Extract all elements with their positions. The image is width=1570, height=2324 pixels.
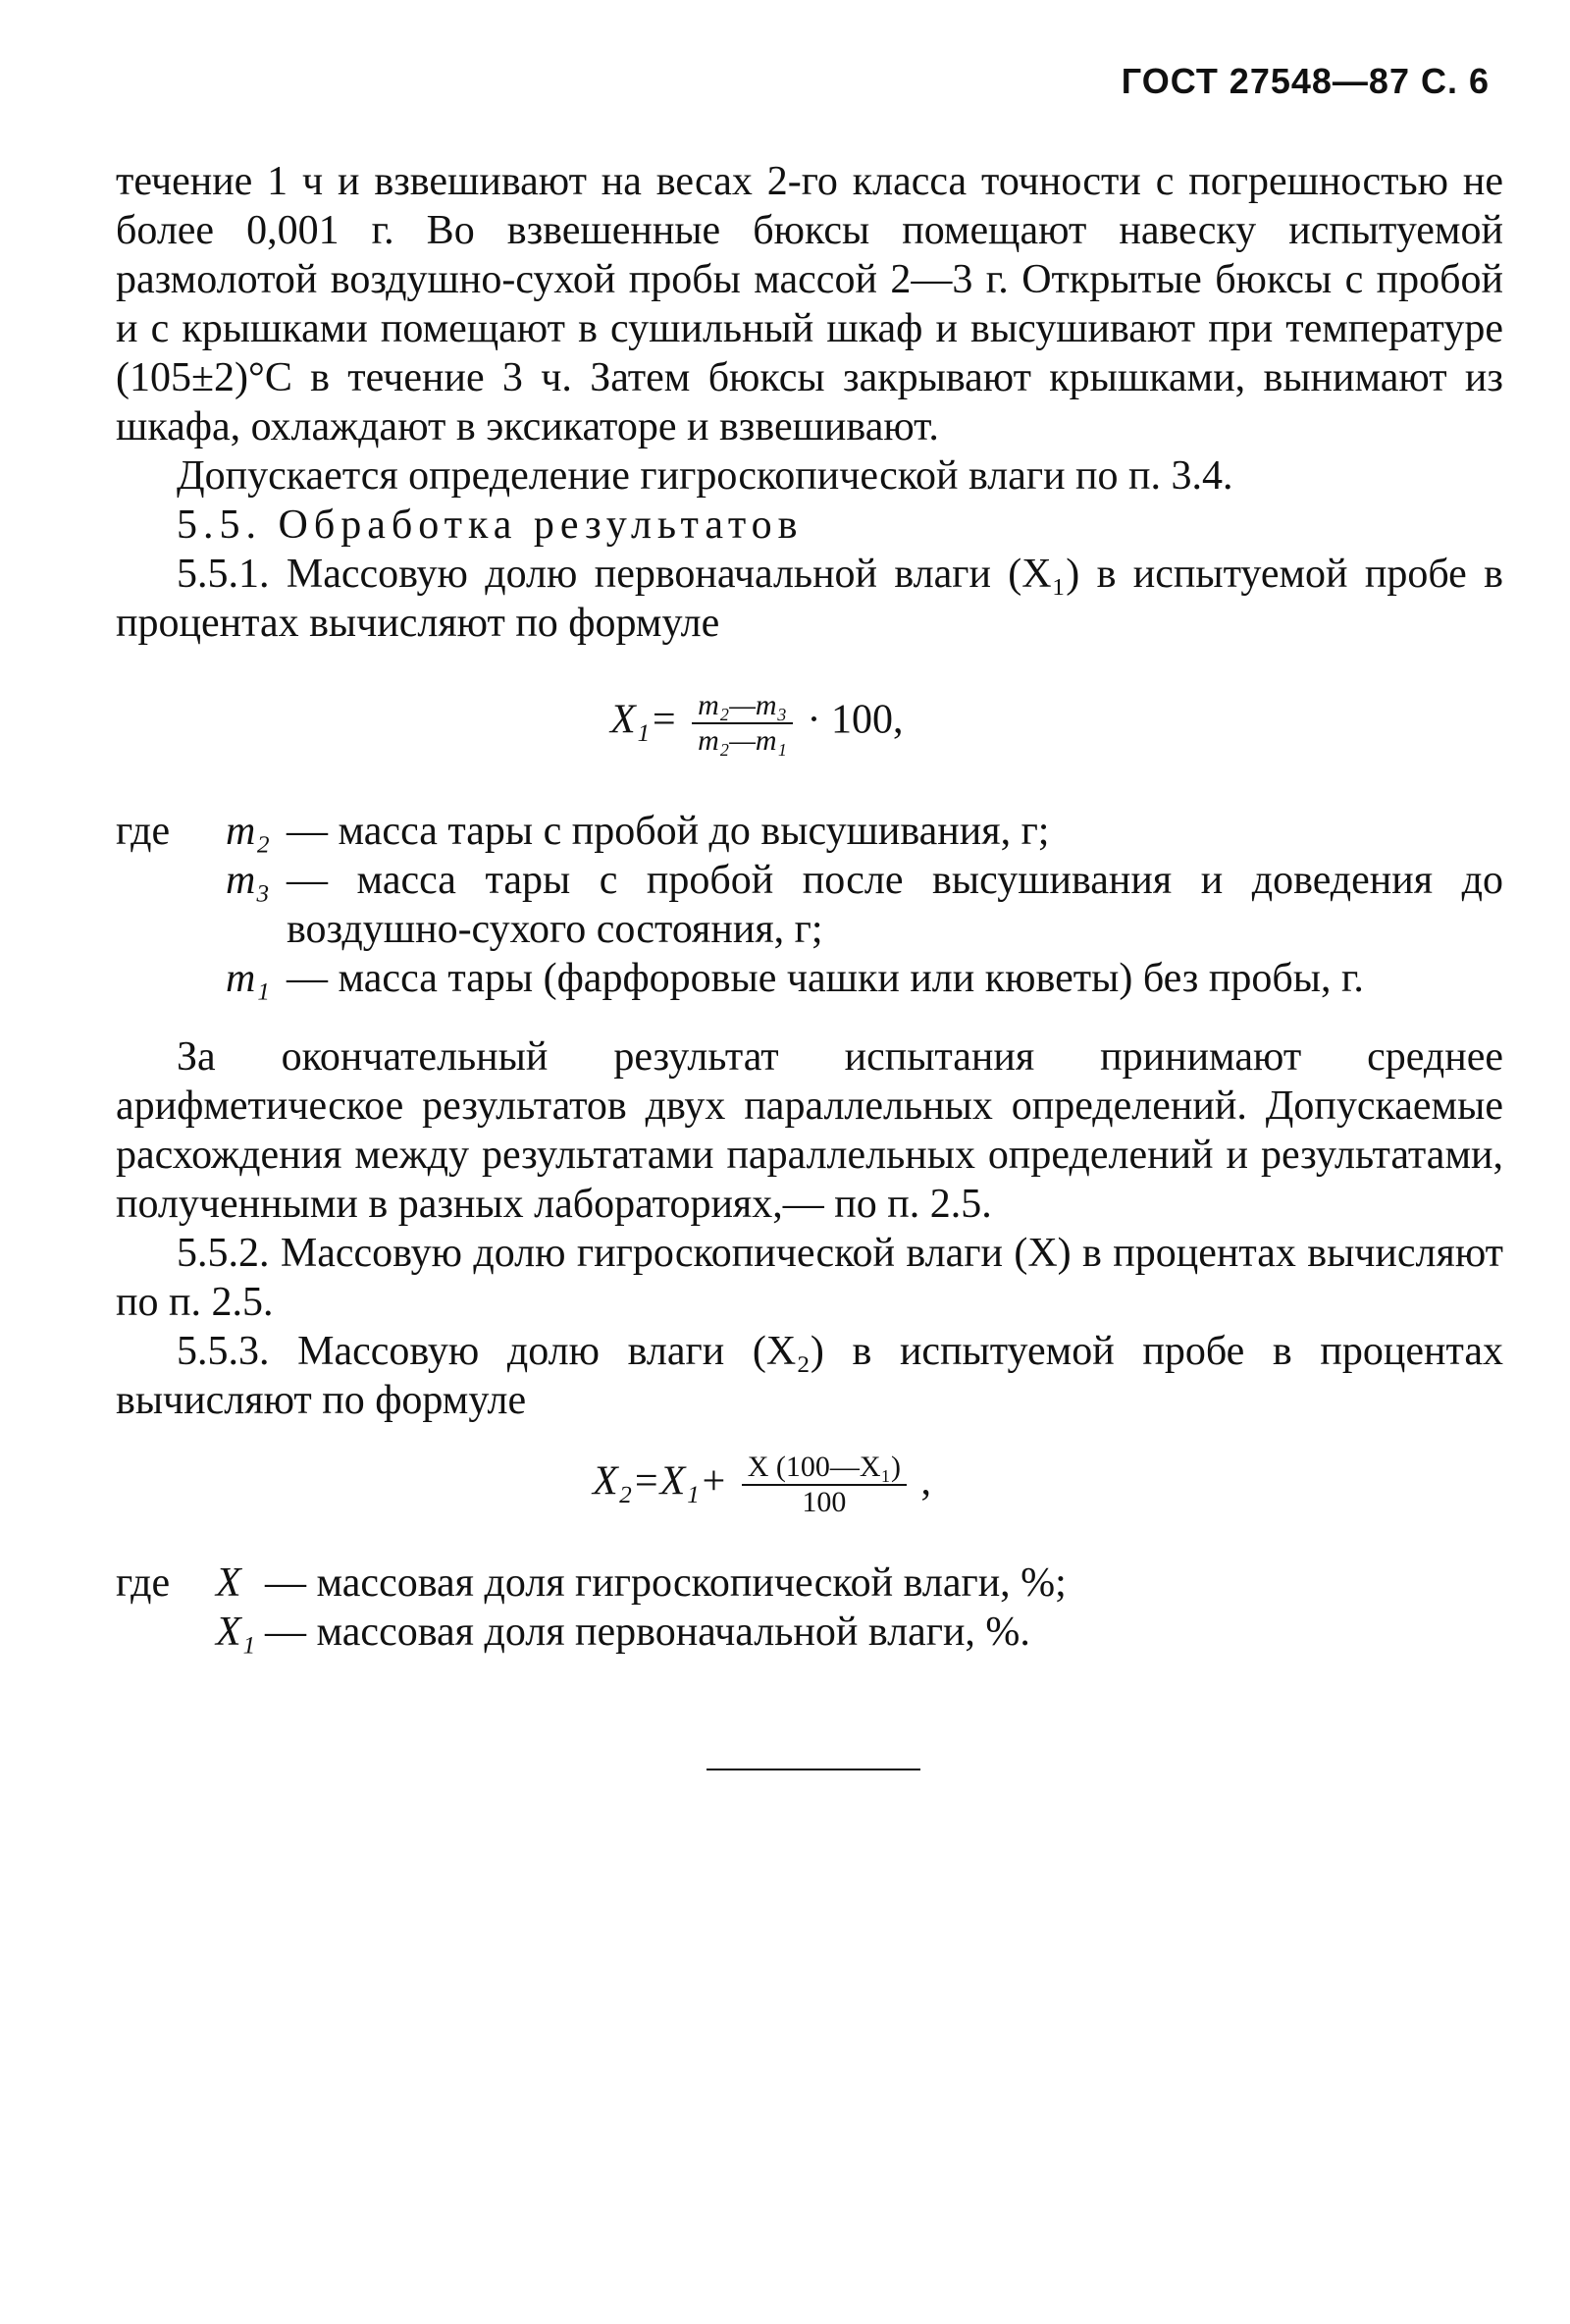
paragraph-5-5-1: 5.5.1. Массовую долю первоначальной влаги (X₁) в испытуемой пробе в процентах вычисляют по формуле — [116, 552, 1503, 646]
definition-text: — масса тары с пробой после высушивания и доведения до воздушно-сухого состояния, г; — [287, 858, 1503, 952]
definition-symbol: X — [216, 1560, 241, 1606]
body-text-top — [116, 157, 1503, 648]
definition-prefix: где — [116, 1560, 171, 1606]
formula-x1-lhs: X₁= — [610, 697, 678, 743]
paragraph-5-5-2: 5.5.2. Массовую долю гигроскопической влаги (X) в процентах вычисляют по п. 2.5. — [116, 1231, 1503, 1325]
body-text-middle — [116, 1032, 1503, 1425]
definition-row — [116, 954, 1503, 1003]
definition-row — [116, 1558, 1503, 1608]
definition-prefix: где — [116, 809, 171, 854]
paragraph-final-result: За окончательный результат испытания принимают среднее арифметическое результатов двух параллельных определений. Допускаемые расхождения между результатами параллельных определений и результатами, полученными в разных лабораториях,— по п. 2.5. — [116, 1034, 1503, 1227]
definition-symbol: m₃ — [226, 858, 270, 903]
section-heading-results: 5.5. Обработка результатов — [177, 502, 804, 548]
paragraph-5-5-3: 5.5.3. Массовую долю влаги (X₂) в испытуемой пробе в процентах вычисляют по формуле — [116, 1329, 1503, 1423]
definition-text: — масса тары с пробой до высушивания, г; — [287, 809, 1050, 854]
formula-x1-numerator: m₂—m₃ — [692, 689, 793, 724]
definition-text: — масса тары (фарфоровые чашки или кюветы) без пробы, г. — [287, 956, 1364, 1001]
formula-x2-denominator: 100 — [802, 1486, 847, 1518]
definition-symbol: m₁ — [226, 956, 270, 1001]
formula-x2-fraction — [742, 1451, 907, 1519]
paragraph-drying-procedure: течение 1 ч и взвешивают на весах 2-го класса точности с погрешностью не более 0,001 г. Во взвешенные бюксы помещают навеску испытуемой размолотой воздушно-сухой пробы массой 2—3 г. Открытые бюксы с пробой и с крышками помещают в сушильный шкаф и высушивают при температуре (105±2)°С в течение 3 ч. Затем бюксы закрывают крышками, вынимают из шкафа, охлаждают в эксикаторе и взвешивают. — [116, 159, 1503, 449]
definition-symbol: X₁ — [216, 1610, 256, 1655]
formula-x1-fraction — [692, 689, 793, 758]
definitions-formula-2 — [116, 1558, 1503, 1657]
definition-row — [116, 807, 1503, 856]
definition-text: — массовая доля первоначальной влаги, %. — [265, 1610, 1030, 1655]
formula-x1 — [610, 689, 903, 758]
definition-row — [116, 856, 1503, 954]
formula-x2-rhs: , — [920, 1458, 931, 1505]
formula-x2-numerator: X (100—X₁) — [742, 1451, 907, 1486]
end-rule-divider — [706, 1769, 920, 1770]
definitions-formula-1 — [116, 807, 1503, 1003]
formula-x1-denominator: m₂—m₁ — [698, 724, 787, 757]
paragraph-hygroscopic-note: Допускается определение гигроскопической влаги по п. 3.4. — [177, 453, 1233, 499]
formula-x1-rhs: · 100, — [807, 697, 904, 743]
definition-text: — массовая доля гигроскопической влаги, %; — [265, 1560, 1067, 1606]
definition-row — [116, 1608, 1503, 1657]
formula-x2 — [593, 1451, 931, 1519]
page-header: ГОСТ 27548—87 С. 6 — [1121, 61, 1490, 101]
definition-symbol: m₂ — [226, 809, 270, 854]
formula-x2-lhs: X₂=X₁+ — [593, 1458, 728, 1505]
